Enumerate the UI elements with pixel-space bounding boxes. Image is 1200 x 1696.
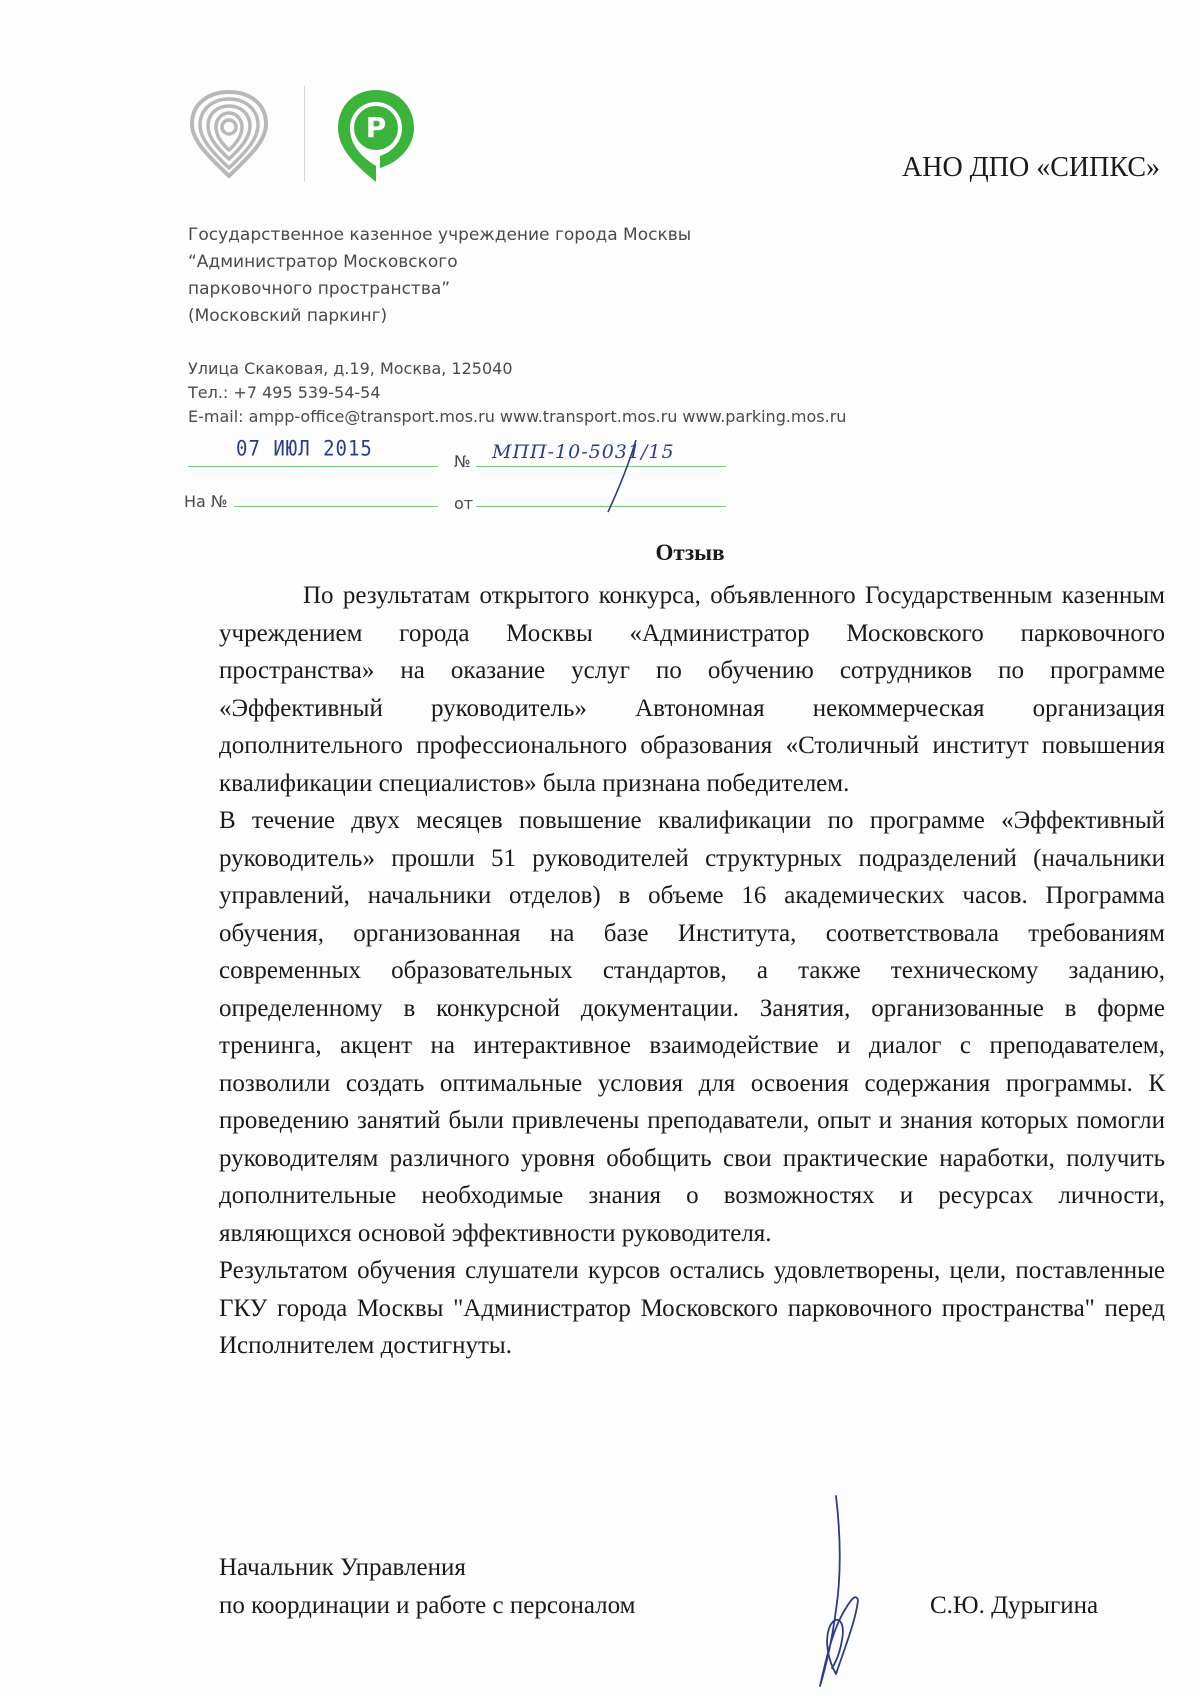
position-line: по координации и работе с персоналом: [219, 1592, 636, 1619]
handwritten-signature: [796, 1490, 876, 1690]
email-web: E-mail: ampp-office@transport.mos.ru www.transport.mos.ru www.parking.mos.ru: [188, 407, 847, 426]
paragraph: В течение двух месяцев повышение квалификации по программе «Эффективный руководитель» прошли 51 руководителей структурных подразделений (начальники управлений, начальники отделов) в объеме 16 академических часов. Программа обучения, организованная на базе Института, соответствовала требованиям современных образовательных стандартов, а также техническому заданию, определенному в конкурсной документации. Занятия, организованные в форме тренинга, акцент на интерактивное взаимодействие и диалог с преподавателем, позволили создать оптимальные условия для освоения содержания программы. К проведению занятий были привлечены преподаватели, опыт и знания которых помогли руководителям различного уровня обобщить свои практические наработки, получить дополнительные необходимые знания о возможностях и ресурсах личности, являющихся основой эффективности руководителя.: [219, 807, 1165, 1247]
org-line: (Московский паркинг): [188, 306, 388, 326]
org-line: Государственное казенное учреждение города Москвы: [188, 225, 692, 245]
signatory-position: [219, 1549, 635, 1625]
date-rule: [188, 466, 438, 467]
svg-text:P: P: [365, 111, 387, 144]
letter-title: Отзыв: [655, 540, 725, 565]
logo-divider: [304, 86, 305, 182]
addressee: АНО ДПО «СИПКС»: [902, 152, 1160, 183]
position-line: Начальник Управления: [219, 1554, 466, 1581]
registration-number: МПП-10-5031/15: [492, 441, 675, 463]
reference-rule: [234, 506, 438, 507]
number-label: №: [454, 452, 471, 471]
ink-slash-mark: [600, 436, 640, 516]
letter-body: [219, 577, 1165, 1365]
org-line: “Администратор Московского: [188, 252, 458, 272]
moscow-parking-logo: [332, 86, 420, 186]
organization-name: [188, 222, 808, 330]
org-line: парковочного пространства”: [188, 279, 451, 299]
paragraph: Результатом обучения слушатели курсов остались удовлетворены, цели, поставленные ГКУ города Москвы "Администратор Московского парковочного пространства" перед Исполнителем достигнуты.: [219, 1257, 1165, 1359]
contact-info: [188, 357, 868, 429]
reference-label: На №: [184, 492, 228, 511]
date-stamp: 07 ИЮЛ 2015: [236, 436, 373, 462]
from-label: от: [454, 494, 474, 513]
paragraph: По результатам открытого конкурса, объявленного Государственным казенным учреждением города Москвы «Администратор Московского парковочного пространства» на оказание услуг по обучению сотрудников по программе «Эффективный руководитель» Автономная некоммерческая организация дополнительного профессионального образования «Столичный институт повышения квалификации специалистов» была признана победителем.: [219, 582, 1165, 797]
address: Улица Скаковая, д.19, Москва, 125040: [188, 359, 513, 378]
moscow-city-logo: [186, 88, 272, 180]
phone: Тел.: +7 495 539-54-54: [188, 383, 381, 402]
signatory-name: С.Ю. Дурыгина: [930, 1592, 1099, 1619]
